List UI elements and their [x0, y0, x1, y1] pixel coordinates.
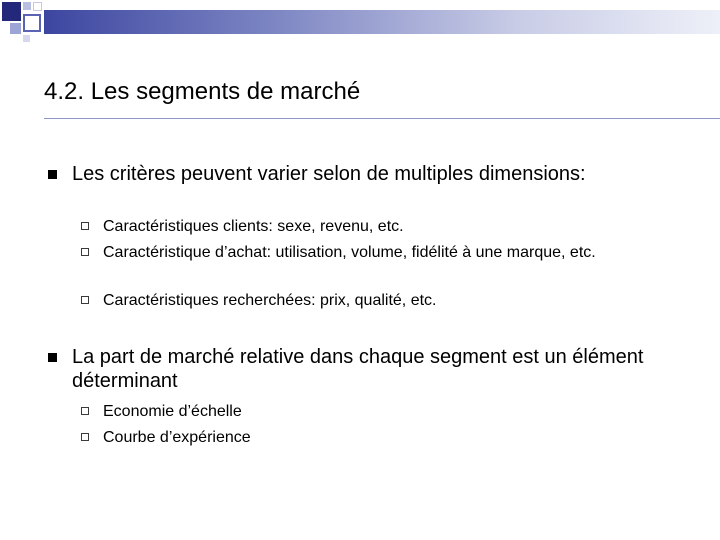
decor-square — [33, 2, 42, 11]
sub-bullet-box-icon — [81, 296, 89, 304]
bullet-text: La part de marché relative dans chaque segment est un élément déterminant — [72, 346, 644, 392]
decor-square — [10, 23, 21, 34]
sub-bullet-text: Economie d’échelle — [103, 403, 242, 420]
decor-square — [2, 2, 21, 21]
bullet-square-icon — [48, 353, 57, 362]
header-gradient-band — [44, 10, 720, 34]
decor-square — [23, 14, 41, 32]
sub-bullet-text: Caractéristique d’achat: utilisation, volume, fidélité à une marque, etc. — [103, 244, 596, 261]
sub-bullet-text: Courbe d’expérience — [103, 429, 251, 446]
title-divider — [44, 118, 720, 119]
bullet-square-icon — [48, 170, 57, 179]
sub-bullet-box-icon — [81, 407, 89, 415]
sub-bullet-text: Caractéristiques clients: sexe, revenu, etc. — [103, 218, 404, 235]
sub-bullet-text: Caractéristiques recherchées: prix, qualité, etc. — [103, 292, 437, 309]
bullet-text: Les critères peuvent varier selon de multiples dimensions: — [72, 163, 586, 185]
slide-title: 4.2. Les segments de marché — [44, 78, 361, 105]
sub-bullet-box-icon — [81, 248, 89, 256]
decor-square — [23, 35, 30, 42]
decor-square — [23, 2, 31, 10]
sub-bullet-box-icon — [81, 433, 89, 441]
sub-bullet-box-icon — [81, 222, 89, 230]
